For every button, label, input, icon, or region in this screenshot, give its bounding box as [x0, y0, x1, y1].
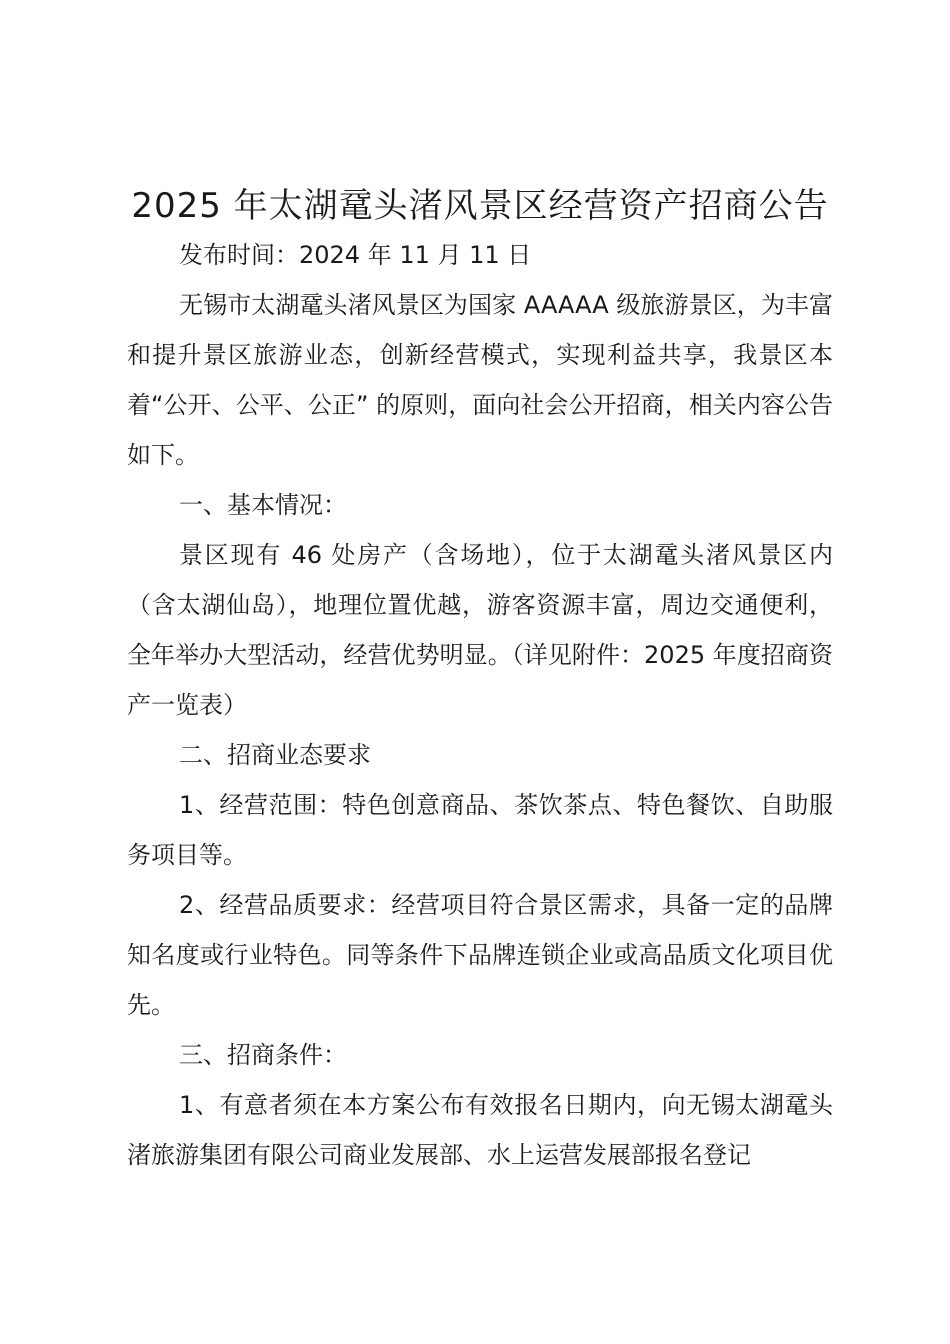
business-scope-paragraph: 1、经营范围：特色创意商品、茶饮茶点、特色餐饮、自助服务项目等。 — [127, 791, 833, 869]
intro-paragraph: 无锡市太湖鼋头渚风景区为国家 AAAAA 级旅游景区，为丰富和提升景区旅游业态，创新经营模式，实现利益共享，我景区本着“公开、公平、公正” 的原则，面向社会公开招商，相关内容公告如下。 — [127, 291, 833, 469]
section-heading-business-requirements: 二、招商业态要求 — [179, 741, 371, 769]
publish-date: 发布时间：2024 年 11 月 11 日 — [179, 241, 532, 269]
section-heading-conditions: 三、招商条件： — [179, 1041, 347, 1069]
condition-1-paragraph: 1、有意者须在本方案公布有效报名日期内，向无锡太湖鼋头渚旅游集团有限公司商业发展部、水上运营发展部报名登记 — [127, 1091, 833, 1169]
document-body — [127, 230, 833, 1180]
basic-info-paragraph: 景区现有 46 处房产（含场地），位于太湖鼋头渚风景区内（含太湖仙岛），地理位置优越，游客资源丰富，周边交通便利，全年举办大型活动，经营优势明显。（详见附件：2025 年度招商资产一览表） — [127, 541, 833, 719]
document-title: 2025 年太湖鼋头渚风景区经营资产招商公告 — [131, 186, 829, 226]
quality-requirements-paragraph: 2、经营品质要求：经营项目符合景区需求，具备一定的品牌知名度或行业特色。同等条件下品牌连锁企业或高品质文化项目优先。 — [127, 891, 833, 1019]
section-heading-basic-info: 一、基本情况： — [179, 491, 347, 519]
